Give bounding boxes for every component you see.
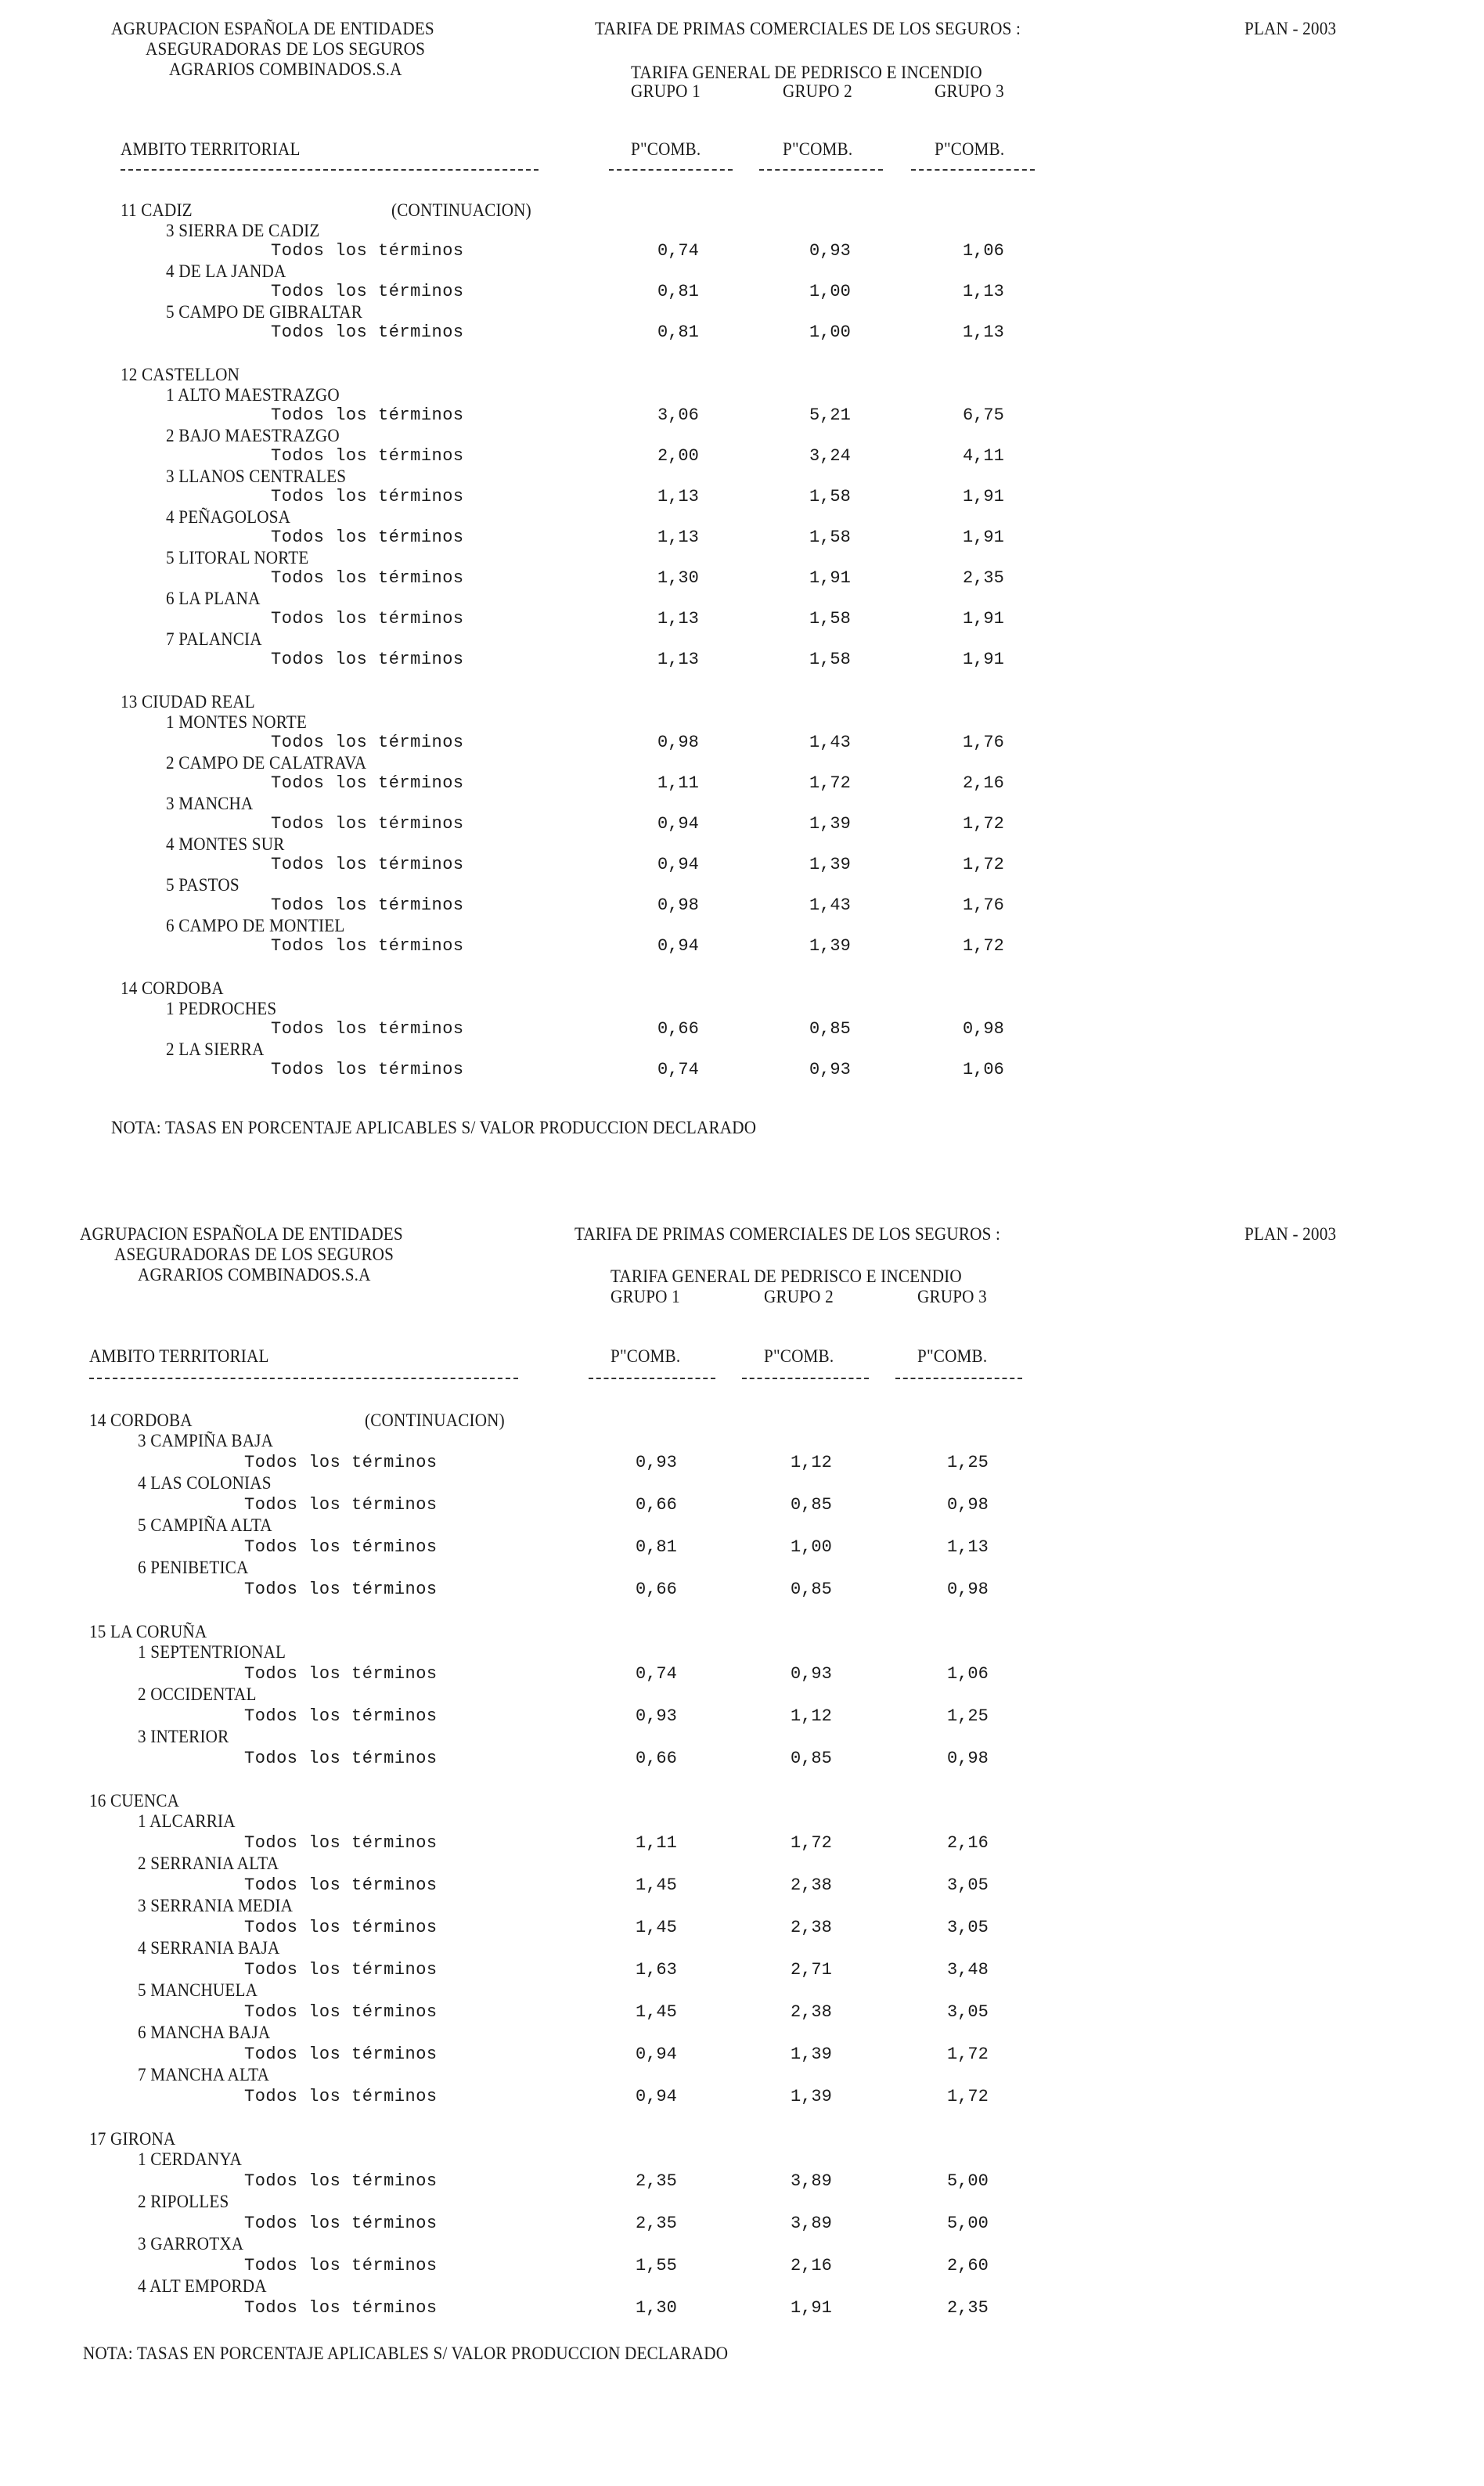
zone-label: 5 LITORAL NORTE [166,548,309,567]
rate-group-3: 2,60 [947,2256,989,2275]
rate-group-2: 2,38 [791,1875,832,1895]
zone-label: 2 OCCIDENTAL [138,1684,257,1704]
rate-group-1: 2,35 [636,2214,677,2233]
rate-group-1: 0,81 [657,282,699,301]
rate-group-2: 1,91 [809,568,851,588]
org-name-line2: ASEGURADORAS DE LOS SEGUROS [146,39,426,59]
rate-group-3: 1,72 [963,936,1004,956]
zone-label: 5 PASTOS [166,875,240,895]
zone-label: 1 ALTO MAESTRAZGO [166,385,340,405]
rate-group-1: 1,63 [636,1960,677,1980]
rate-group-3: 1,25 [947,1453,989,1472]
term-label: Todos los términos [244,2045,438,2064]
term-label: Todos los términos [244,1495,438,1515]
zone-label: 3 SERRANIA MEDIA [138,1896,294,1915]
province-heading: 15 LA CORUÑA [89,1622,207,1641]
rate-group-2: 2,38 [791,1918,832,1937]
header-divider [89,1378,518,1379]
zone-label: 2 RIPOLLES [138,2192,229,2211]
continuation-note: (CONTINUACION) [365,1411,505,1430]
rate-group-2: 0,93 [809,1060,851,1079]
rate-group-3: 1,06 [947,1664,989,1684]
term-label: Todos los términos [271,895,464,915]
rate-group-2: 1,58 [809,528,851,547]
rate-group-3: 1,72 [947,2045,989,2064]
rate-group-2: 1,58 [809,609,851,629]
term-label: Todos los términos [271,1060,464,1079]
group-2-header: GRUPO 2 [783,81,852,101]
header-divider [742,1378,869,1379]
term-label: Todos los términos [244,2002,438,2022]
rate-group-3: 1,13 [963,282,1004,301]
zone-label: 5 CAMPIÑA ALTA [138,1515,272,1535]
zone-label: 7 MANCHA ALTA [138,2065,270,2084]
rate-group-1: 0,94 [657,814,699,834]
rate-group-2: 1,00 [791,1537,832,1557]
zone-label: 5 CAMPO DE GIBRALTAR [166,302,363,322]
value-column-header-1: P"COMB. [611,1346,681,1366]
zone-label: 1 ALCARRIA [138,1811,236,1831]
term-label: Todos los términos [244,1664,438,1684]
rate-group-2: 3,24 [809,446,851,466]
continuation-note: (CONTINUACION) [391,200,531,220]
rate-group-3: 1,91 [963,650,1004,669]
term-label: Todos los términos [244,1537,438,1557]
province-heading: 11 CADIZ [121,200,193,220]
rate-group-1: 1,11 [636,1833,677,1853]
rate-group-3: 1,72 [947,2087,989,2106]
rate-group-3: 1,91 [963,487,1004,506]
zone-label: 6 LA PLANA [166,589,261,608]
term-label: Todos los términos [271,446,464,466]
plan-label: PLAN - 2003 [1244,19,1337,38]
rate-group-1: 1,55 [636,2256,677,2275]
tariff-title: TARIFA DE PRIMAS COMERCIALES DE LOS SEGUROS : [595,19,1021,38]
org-name-line1: AGRUPACION ESPAÑOLA DE ENTIDADES [80,1224,403,1244]
rate-group-1: 0,74 [657,241,699,261]
rate-group-1: 0,66 [636,1495,677,1515]
rate-group-3: 3,48 [947,1960,989,1980]
rate-group-2: 1,72 [791,1833,832,1853]
province-heading: 12 CASTELLON [121,365,240,384]
rate-group-2: 5,21 [809,405,851,425]
rate-group-3: 3,05 [947,1918,989,1937]
rate-group-1: 2,00 [657,446,699,466]
org-name-line3: AGRARIOS COMBINADOS.S.A [169,59,402,79]
rate-group-2: 1,39 [809,814,851,834]
rate-group-3: 3,05 [947,2002,989,2022]
rate-group-3: 1,72 [963,855,1004,874]
zone-label: 6 CAMPO DE MONTIEL [166,916,345,935]
term-label: Todos los términos [244,1453,438,1472]
term-label: Todos los términos [244,1875,438,1895]
rate-group-1: 1,30 [636,2298,677,2318]
term-label: Todos los términos [271,241,464,261]
rate-group-1: 1,30 [657,568,699,588]
rate-group-2: 1,58 [809,650,851,669]
rate-group-3: 4,11 [963,446,1004,466]
zone-label: 2 BAJO MAESTRAZGO [166,426,340,445]
zone-label: 4 PEÑAGOLOSA [166,507,291,527]
term-label: Todos los términos [244,1749,438,1768]
zone-label: 3 INTERIOR [138,1727,229,1746]
term-label: Todos los términos [244,2087,438,2106]
rate-group-1: 1,45 [636,2002,677,2022]
value-column-header-2: P"COMB. [764,1346,834,1366]
group-1-header: GRUPO 1 [611,1287,680,1306]
group-3-header: GRUPO 3 [935,81,1004,101]
rate-group-3: 1,06 [963,241,1004,261]
rate-group-3: 1,91 [963,528,1004,547]
zone-label: 3 MANCHA [166,794,254,813]
term-label: Todos los términos [271,855,464,874]
rate-group-2: 1,72 [809,773,851,793]
term-label: Todos los términos [271,733,464,752]
header-divider [911,169,1035,171]
rate-group-3: 1,25 [947,1706,989,1726]
rate-group-3: 5,00 [947,2171,989,2191]
rate-group-2: 1,39 [791,2087,832,2106]
rate-group-3: 3,05 [947,1875,989,1895]
rate-group-1: 3,06 [657,405,699,425]
zone-label: 4 MONTES SUR [166,834,285,854]
rate-group-1: 0,66 [657,1019,699,1039]
rate-group-1: 0,93 [636,1453,677,1472]
rate-group-1: 1,13 [657,609,699,629]
tariff-subtitle: TARIFA GENERAL DE PEDRISCO E INCENDIO [631,63,982,82]
term-label: Todos los términos [271,282,464,301]
term-label: Todos los términos [244,1580,438,1599]
rate-group-3: 0,98 [963,1019,1004,1039]
rate-group-3: 2,16 [963,773,1004,793]
rate-group-2: 1,39 [809,855,851,874]
term-label: Todos los términos [244,1706,438,1726]
term-label: Todos los términos [244,1918,438,1937]
term-label: Todos los términos [271,322,464,342]
footnote: NOTA: TASAS EN PORCENTAJE APLICABLES S/ VALOR PRODUCCION DECLARADO [111,1118,757,1137]
org-name-line3: AGRARIOS COMBINADOS.S.A [138,1265,371,1284]
term-label: Todos los términos [244,2214,438,2233]
rate-group-2: 0,93 [791,1664,832,1684]
rate-group-3: 2,35 [947,2298,989,2318]
zone-label: 3 CAMPIÑA BAJA [138,1431,274,1450]
rate-group-1: 0,94 [657,855,699,874]
rate-group-1: 1,13 [657,528,699,547]
zone-label: 1 CERDANYA [138,2149,242,2169]
rate-group-3: 1,76 [963,733,1004,752]
rate-group-3: 2,16 [947,1833,989,1853]
zone-label: 3 LLANOS CENTRALES [166,467,347,486]
rate-group-1: 0,74 [657,1060,699,1079]
rate-group-1: 2,35 [636,2171,677,2191]
rate-group-2: 0,85 [791,1495,832,1515]
rate-group-1: 0,81 [657,322,699,342]
term-label: Todos los términos [271,814,464,834]
term-label: Todos los términos [271,405,464,425]
rate-group-3: 1,72 [963,814,1004,834]
province-heading: 16 CUENCA [89,1791,180,1810]
rate-group-2: 0,85 [791,1580,832,1599]
term-label: Todos los términos [271,773,464,793]
org-name-line1: AGRUPACION ESPAÑOLA DE ENTIDADES [111,19,434,38]
province-heading: 14 CORDOBA [121,978,224,998]
org-name-line2: ASEGURADORAS DE LOS SEGUROS [114,1245,394,1264]
rate-group-2: 3,89 [791,2171,832,2191]
province-heading: 14 CORDOBA [89,1411,193,1430]
term-label: Todos los términos [271,528,464,547]
zone-label: 1 MONTES NORTE [166,712,307,732]
zone-label: 2 LA SIERRA [166,1039,265,1059]
zone-label: 3 SIERRA DE CADIZ [166,221,320,240]
rate-group-1: 0,93 [636,1706,677,1726]
rate-group-2: 0,85 [809,1019,851,1039]
term-label: Todos los términos [244,2256,438,2275]
rate-group-3: 6,75 [963,405,1004,425]
province-heading: 13 CIUDAD REAL [121,692,255,712]
rate-group-1: 0,94 [636,2045,677,2064]
rate-group-1: 0,66 [636,1580,677,1599]
rate-group-1: 1,45 [636,1918,677,1937]
rate-group-1: 0,94 [636,2087,677,2106]
rate-group-1: 1,13 [657,487,699,506]
rate-group-1: 1,45 [636,1875,677,1895]
zone-label: 1 PEDROCHES [166,999,277,1018]
header-divider [759,169,883,171]
rate-group-2: 2,16 [791,2256,832,2275]
rate-group-2: 1,39 [791,2045,832,2064]
header-divider [589,1378,715,1379]
term-label: Todos los términos [244,2298,438,2318]
footnote: NOTA: TASAS EN PORCENTAJE APLICABLES S/ VALOR PRODUCCION DECLARADO [83,2344,729,2363]
ambito-column-header: AMBITO TERRITORIAL [89,1346,269,1366]
value-column-header-1: P"COMB. [631,139,701,159]
zone-label: 4 SERRANIA BAJA [138,1938,280,1958]
rate-group-3: 2,35 [963,568,1004,588]
zone-label: 4 DE LA JANDA [166,261,286,281]
zone-label: 1 SEPTENTRIONAL [138,1642,286,1662]
rate-group-3: 1,06 [963,1060,1004,1079]
rate-group-2: 1,43 [809,733,851,752]
tariff-title: TARIFA DE PRIMAS COMERCIALES DE LOS SEGUROS : [575,1224,1001,1244]
rate-group-2: 1,39 [809,936,851,956]
zone-label: 7 PALANCIA [166,629,262,649]
rate-group-3: 1,13 [963,322,1004,342]
rate-group-2: 1,00 [809,322,851,342]
header-divider [121,169,538,171]
rate-group-3: 1,76 [963,895,1004,915]
header-divider [895,1378,1022,1379]
value-column-header-3: P"COMB. [935,139,1005,159]
rate-group-3: 1,13 [947,1537,989,1557]
zone-label: 4 LAS COLONIAS [138,1473,272,1493]
term-label: Todos los términos [244,2171,438,2191]
zone-label: 3 GARROTXA [138,2234,244,2254]
rate-group-3: 0,98 [947,1580,989,1599]
rate-group-2: 0,85 [791,1749,832,1768]
zone-label: 2 CAMPO DE CALATRAVA [166,753,367,773]
rate-group-1: 0,81 [636,1537,677,1557]
rate-group-2: 1,91 [791,2298,832,2318]
group-3-header: GRUPO 3 [917,1287,987,1306]
plan-label: PLAN - 2003 [1244,1224,1337,1244]
rate-group-1: 0,98 [657,733,699,752]
province-heading: 17 GIRONA [89,2129,176,2149]
header-divider [609,169,733,171]
value-column-header-3: P"COMB. [917,1346,988,1366]
zone-label: 6 MANCHA BAJA [138,2023,271,2042]
rate-group-3: 0,98 [947,1495,989,1515]
rate-group-1: 0,66 [636,1749,677,1768]
rate-group-3: 5,00 [947,2214,989,2233]
rate-group-1: 0,98 [657,895,699,915]
term-label: Todos los términos [271,1019,464,1039]
rate-group-1: 0,94 [657,936,699,956]
rate-group-3: 0,98 [947,1749,989,1768]
zone-label: 4 ALT EMPORDA [138,2276,267,2296]
rate-group-2: 1,00 [809,282,851,301]
rate-group-2: 2,71 [791,1960,832,1980]
term-label: Todos los términos [244,1833,438,1853]
rate-group-2: 3,89 [791,2214,832,2233]
term-label: Todos los términos [271,650,464,669]
term-label: Todos los términos [271,568,464,588]
zone-label: 6 PENIBETICA [138,1558,249,1577]
rate-group-2: 2,38 [791,2002,832,2022]
rate-group-2: 1,43 [809,895,851,915]
ambito-column-header: AMBITO TERRITORIAL [121,139,301,159]
term-label: Todos los términos [271,487,464,506]
rate-group-1: 0,74 [636,1664,677,1684]
term-label: Todos los términos [271,609,464,629]
rate-group-1: 1,13 [657,650,699,669]
rate-group-2: 1,12 [791,1453,832,1472]
rate-group-2: 0,93 [809,241,851,261]
tariff-subtitle: TARIFA GENERAL DE PEDRISCO E INCENDIO [611,1266,962,1286]
zone-label: 2 SERRANIA ALTA [138,1854,279,1873]
rate-group-3: 1,91 [963,609,1004,629]
value-column-header-2: P"COMB. [783,139,853,159]
term-label: Todos los términos [244,1960,438,1980]
rate-group-1: 1,11 [657,773,699,793]
group-2-header: GRUPO 2 [764,1287,834,1306]
term-label: Todos los términos [271,936,464,956]
zone-label: 5 MANCHUELA [138,1980,258,2000]
rate-group-2: 1,58 [809,487,851,506]
group-1-header: GRUPO 1 [631,81,701,101]
rate-group-2: 1,12 [791,1706,832,1726]
